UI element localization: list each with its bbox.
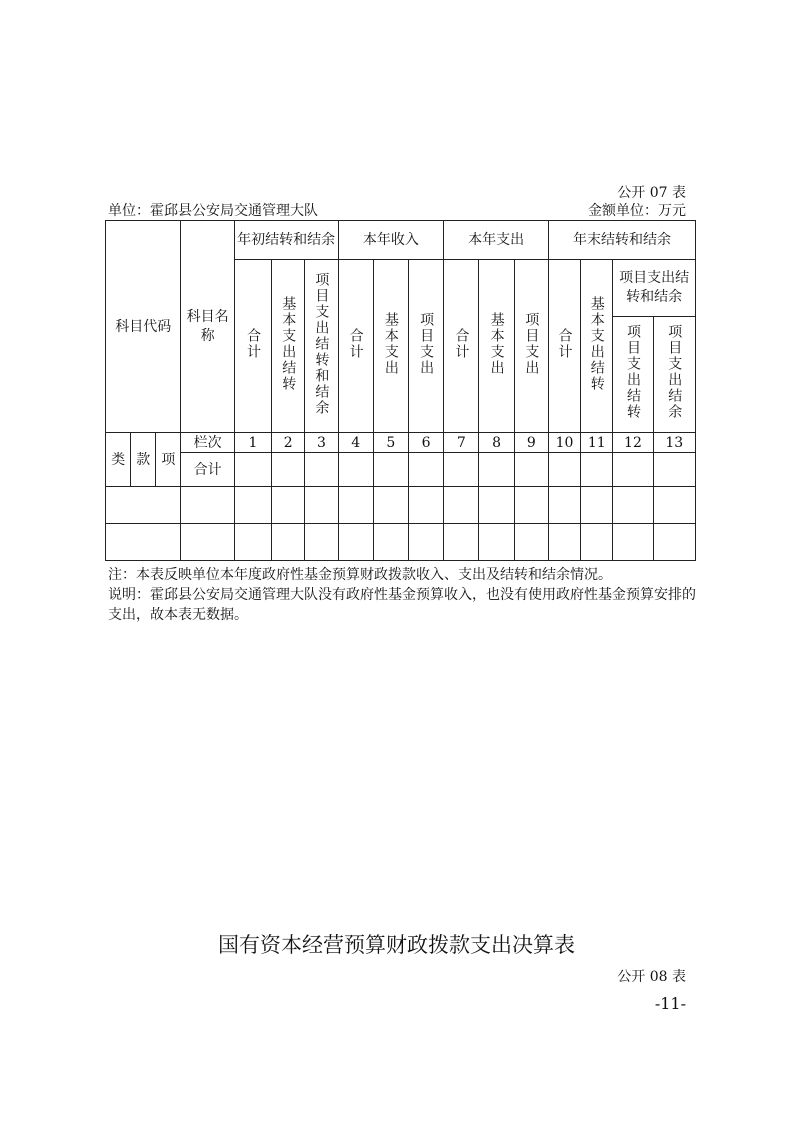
col-index-label: 栏次 (181, 433, 234, 453)
header-text: 基本支出 (488, 311, 505, 376)
closing-proj-carry-balance-header (613, 260, 696, 317)
income-project-header (409, 260, 444, 433)
table-cell (613, 453, 653, 487)
closing-basic-carry-header (581, 260, 613, 433)
table-cell (548, 453, 580, 487)
form-code: 公开 07 表 (617, 185, 686, 201)
expense-total-header (444, 260, 479, 433)
subject-name-header (181, 221, 234, 433)
table-cell (181, 524, 234, 561)
table-cell (514, 487, 548, 524)
header-text: 基本支出结转 (280, 295, 297, 392)
table-cell (305, 487, 338, 524)
xiang-header: 项 (156, 433, 181, 487)
income-total-header (338, 260, 373, 433)
header-text: 项目支出 (418, 311, 435, 376)
table-cell (409, 524, 444, 561)
header-text: 项目支出结转和结余 (619, 270, 690, 305)
table-cell (272, 487, 305, 524)
col-number: 13 (653, 433, 695, 453)
table-cell (514, 453, 548, 487)
col-number: 7 (444, 433, 479, 453)
table-cell (479, 524, 514, 561)
income-basic-header (373, 260, 408, 433)
table-cell (613, 487, 653, 524)
closing-proj-carry-header (613, 317, 653, 433)
table-cell (234, 524, 271, 561)
page-number: -11- (654, 994, 686, 1013)
opening-total-header (234, 260, 271, 433)
header-text: 合计 (347, 327, 364, 360)
table-cell (373, 487, 408, 524)
col-number: 4 (338, 433, 373, 453)
header-text: 基本支出 (382, 311, 399, 376)
group-current-income: 本年收入 (338, 221, 444, 260)
table-cell (106, 524, 181, 561)
closing-total-header (548, 260, 580, 433)
table-cell (479, 487, 514, 524)
next-section-title: 国有资本经营预算财政拨款支出决算表 (218, 933, 575, 957)
table-cell (444, 453, 479, 487)
header-text: 项目支出结转 (624, 324, 641, 420)
header-text: 合计 (453, 327, 470, 360)
subject-code-header: 科目代码 (106, 221, 181, 433)
table-cell (338, 453, 373, 487)
table-cell (272, 524, 305, 561)
table-cell (581, 453, 613, 487)
table-cell (514, 524, 548, 561)
table-cell (409, 487, 444, 524)
table-cell (234, 453, 271, 487)
col-number: 9 (514, 433, 548, 453)
header-text: 合计 (244, 327, 261, 360)
expense-project-header (514, 260, 548, 433)
subject-name-label: 科目名称 (186, 308, 229, 344)
col-number: 2 (272, 433, 305, 453)
table-cell (444, 487, 479, 524)
expense-basic-header (479, 260, 514, 433)
group-closing-balance: 年末结转和结余 (548, 221, 695, 260)
table-cell (272, 453, 305, 487)
header-text: 基本支出结转 (588, 295, 605, 392)
table-cell (548, 524, 580, 561)
header-row-groups (106, 221, 696, 260)
col-number: 3 (305, 433, 338, 453)
group-label: 年初结转和结余 (237, 231, 336, 248)
kuan-header: 款 (131, 433, 156, 487)
table-cell (234, 487, 271, 524)
table-cell (653, 453, 695, 487)
table-cell (548, 487, 580, 524)
table-cell (181, 487, 234, 524)
table-cell (653, 487, 695, 524)
table-cell (305, 453, 338, 487)
closing-proj-balance-header (653, 317, 695, 433)
empty-row (106, 524, 696, 561)
header-text: 合计 (556, 327, 573, 360)
reporting-unit: 单位：霍邱县公安局交通管理大队 (108, 203, 318, 219)
col-number: 12 (613, 433, 653, 453)
next-form-code: 公开 08 表 (617, 969, 686, 985)
table-cell (479, 453, 514, 487)
column-index-row (106, 433, 696, 453)
table-cell (581, 487, 613, 524)
empty-row (106, 487, 696, 524)
col-number: 5 (373, 433, 408, 453)
total-row-label: 合计 (181, 453, 234, 487)
header-text: 项目支出 (523, 311, 540, 376)
table-cell (444, 524, 479, 561)
opening-basic-carry-header (272, 260, 305, 433)
col-number: 6 (409, 433, 444, 453)
table-cell (305, 524, 338, 561)
col-number: 10 (548, 433, 580, 453)
lei-header: 类 (106, 433, 131, 487)
col-number: 8 (479, 433, 514, 453)
table-cell (409, 453, 444, 487)
amount-unit: 金额单位：万元 (588, 203, 686, 219)
col-number: 1 (234, 433, 271, 453)
header-text: 项目支出结余 (666, 324, 683, 420)
col-number: 11 (581, 433, 613, 453)
group-current-expense: 本年支出 (444, 221, 549, 260)
fund-budget-table (105, 220, 696, 561)
total-row (106, 453, 696, 487)
table-cell (613, 524, 653, 561)
group-opening-balance (234, 221, 338, 260)
opening-proj-carry-balance-header (305, 260, 338, 433)
table-cell (106, 487, 181, 524)
table-explanation: 说明：霍邱县公安局交通管理大队没有政府性基金预算收入，也没有使用政府性基金预算安排的支出，故本表无数据。 (108, 587, 696, 623)
table-cell (653, 524, 695, 561)
table-cell (338, 487, 373, 524)
table-cell (373, 453, 408, 487)
header-text: 项目支出结转和结余 (313, 271, 330, 416)
table-cell (373, 524, 408, 561)
table-cell (338, 524, 373, 561)
table-note: 注：本表反映单位本年度政府性基金预算财政拨款收入、支出及结转和结余情况。 (108, 567, 612, 583)
table-cell (581, 524, 613, 561)
